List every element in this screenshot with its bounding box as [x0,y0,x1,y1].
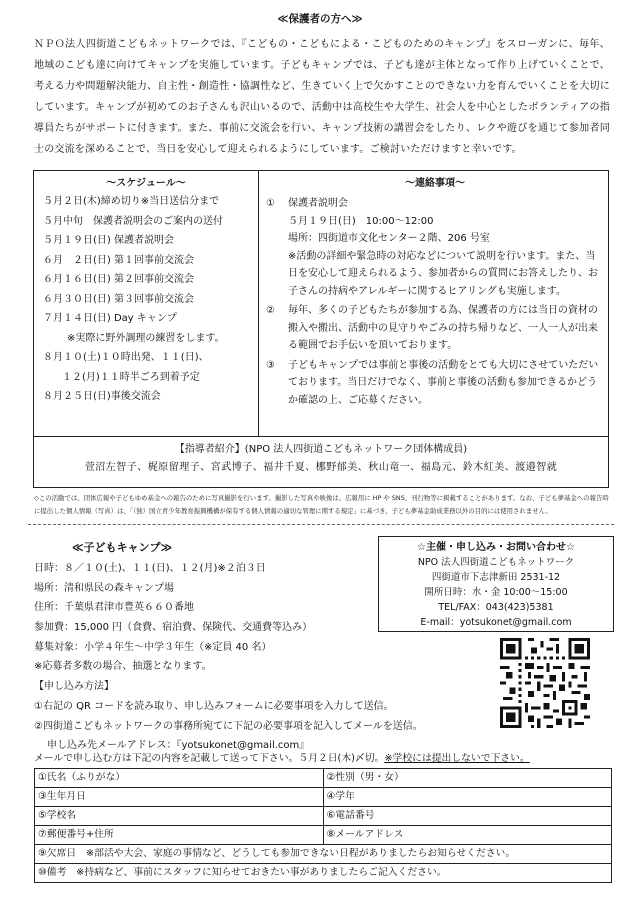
notes-column [260,171,610,436]
schedule-list [34,195,258,410]
apply-email-address: 申し込み先メールアドレス：『yotsukonet@gmail.com』 [47,740,310,752]
schedule-item: ５月２日(木)締め切り※当日送信分まで [43,196,220,207]
leaders-section [34,436,608,487]
field-remarks[interactable]: ⑩備考 ※持病など、事前にスタッフに知らせておきたい事がありましたらご記入ください。 [35,864,612,883]
guardians-title: ≪保護者の方へ≫ [277,13,363,25]
schedule-column [34,171,259,436]
field-absence[interactable]: ⑨欠席日 ※部活や大会、家庭の事情など、どうしても参加できない日程がありましたらお知らせください。 [35,845,612,864]
camp-venue: 場所：清和県民の森キャンプ場 [34,582,174,594]
field-name[interactable]: ①氏名（ふりがな） [35,769,324,788]
field-email[interactable]: ⑧メールアドレス [323,826,612,845]
schedule-item: ※実際に野外調理の練習をします。 [67,332,225,344]
camp-title: ≪子どもキャンプ≫ [72,541,173,554]
schedule-item: ６月３０日(日) 第３回事前交流会 [43,293,194,305]
schedule-item: ５月中旬 保護者説明会のご案内の送付 [43,215,223,227]
field-gender[interactable]: ②性別（男・女） [323,769,612,788]
apply-method-qr: ①右記の QR コードを読み取り、申し込みフォームに必要事項を入力して送信。 [34,700,394,712]
contact-box [378,536,614,632]
note-text: 毎年、多くの子どもたちが参加する為、保護者の方には当日の資材の搬入や搬出、活動中の見守りやごみの持ち帰りなど、一人一人が出来る範囲でお手伝いを頂いております。 [288,305,598,351]
note-number: ③ [266,359,275,371]
note-text: 子どもキャンプでは事前と事後の活動をとても大切にさせていただいております。当日だけでなく、事前と事後の活動も参加できるかどうか確認の上、ご応募ください。 [288,359,599,406]
guardians-intro: ＮＰＯ法人四街道こどもネットワークでは、『こどもの・こどもによる・こどものためのキャンプ』をスローガンに、毎年、地域のこども達に向けてキャンプを実施しています。子どもキャンプでは、子ども達が主体となって作り上げていくことで、考える力や問題解決能力、自主性・創造性・協調性など、生きていく上で欠かすことのできない力を育んでいくことを大切にしています。キャンプが初めてのお子さんも沢山いるので、活動中は高校生や大学生、社会人を中心としたボランティアの指導員たちがサポートに付きます。また、事前に交流会を行い、キャンプ技術の講習会をしたり、レクや遊びを通じて参加者同士の交流を深めることで、当日を安心して迎えられるようにしています。ご検討いただけますと幸いです。 [34,39,610,155]
note-number: ① [266,198,275,209]
table-row [35,769,612,788]
note-item [266,195,604,300]
contact-org: NPO 法人四街道こどもネットワーク [417,557,575,568]
form-intro [34,752,614,766]
notes-list [260,195,610,409]
schedule-item: ８月１０(土)１０時出発、１１(日)、 [43,352,209,363]
table-row [35,826,612,845]
field-school[interactable]: ⑤学校名 [35,807,324,826]
table-row [35,864,612,883]
notes-title: ～連絡事項～ [405,178,465,189]
note-item [266,357,604,410]
camp-address: 住所：千葉県君津市豊英６６０番地 [34,602,194,614]
contact-email: E-mail：yotsukonet@gmail.com [420,617,572,628]
qr-code-icon[interactable] [500,638,590,728]
schedule-item: ６月１６日(日) 第２回事前交流会 [43,274,194,285]
schedule-box [33,170,609,488]
camp-eligibility: 募集対象：小学４年生～中学３年生（※定員 40 名） [34,641,272,653]
apply-method-email: ②四街道こどもネットワークの事務所宛てに下記の必要事項を記入してメールを送信。 [34,720,423,732]
schedule-item: ８月２５日(日)事後交流会 [43,391,161,402]
schedule-item: １２(月)１１時半ごろ到着予定 [62,371,200,383]
camp-date: 日時：８／１０(土)、１１(日)、１２(月)※２泊３日 [34,563,266,574]
camp-fee: 参加費：15,000 円（食費、宿泊費、保険代、交通費等込み） [34,622,313,634]
field-grade[interactable]: ④学年 [323,788,612,807]
apply-method-heading: 【申し込み方法】 [34,681,114,693]
privacy-notice: ◇この活動では、団体広報や子どもゆめ基金への報告のために写真撮影を行います。撮影した写真や映像は、広報用に HP や SNS、刊行物等に掲載することがあります。なお、子ども夢基金への報告時に提出した個人情報（写真）は、「（独）国立青少年教育振興機構が保有する個人情報の適切な管理に関する規定」に基づき、子ども夢基金助成業務以外の目的には使用されません。 [34,494,609,515]
schedule-title: ～スケジュール～ [106,178,186,189]
field-phone[interactable]: ⑥電話番号 [323,807,612,826]
note-number: ② [266,305,275,316]
field-address[interactable]: ⑦郵便番号+住所 [35,826,324,845]
form-intro-note: ※学校には提出しないで下さい。 [384,753,530,764]
form-intro-text: メールで申し込む方は下記の内容を記載して送って下さい。５月２日(木)〆切。 [34,753,385,764]
schedule-item: ５月１９日(日) 保護者説明会 [43,235,174,246]
schedule-item: ７月１４日(日) Day キャンプ [43,313,177,324]
contact-hours: 開所日時：水・金 10:00～15:00 [424,587,568,598]
note-text: 保護者説明会 ５月１９日(日) 10:00～12:00 場所：四街道市文化センター２階、206 号室 ※活動の詳細や緊急時の対応などについて説明を行います。また、当日を安心して迎えられるよう、参加者からの質問にお答えしたり、お子さんの持病やアレルギーに関するヒアリングも実施します。 [288,198,598,297]
leaders-names: 萱沼左智子、梶原留理子、宮武博子、福井千夏、梛野郁美、秋山竜一、福島元、鈴木紅美、渡邉智就 [84,461,558,473]
table-row [35,788,612,807]
table-row [35,845,612,864]
contact-address: 四街道市下志津新田 2531-12 [431,572,561,583]
leaders-title: 【指導者紹介】(NPO 法人四街道こどもネットワーク団体構成員) [174,444,468,455]
table-row [35,807,612,826]
field-birthdate[interactable]: ③生年月日 [35,788,324,807]
camp-lottery-note: ※応募者多数の場合、抽選となります。 [34,661,212,673]
section-divider [28,524,614,525]
note-item [266,302,604,355]
schedule-item: ６月 ２日(日) 第１回事前交流会 [43,254,194,266]
application-form-table [34,768,612,883]
contact-tel: TEL/FAX：043(423)5381 [438,602,554,613]
contact-title: ☆主催・申し込み・お問い合わせ☆ [417,542,575,553]
